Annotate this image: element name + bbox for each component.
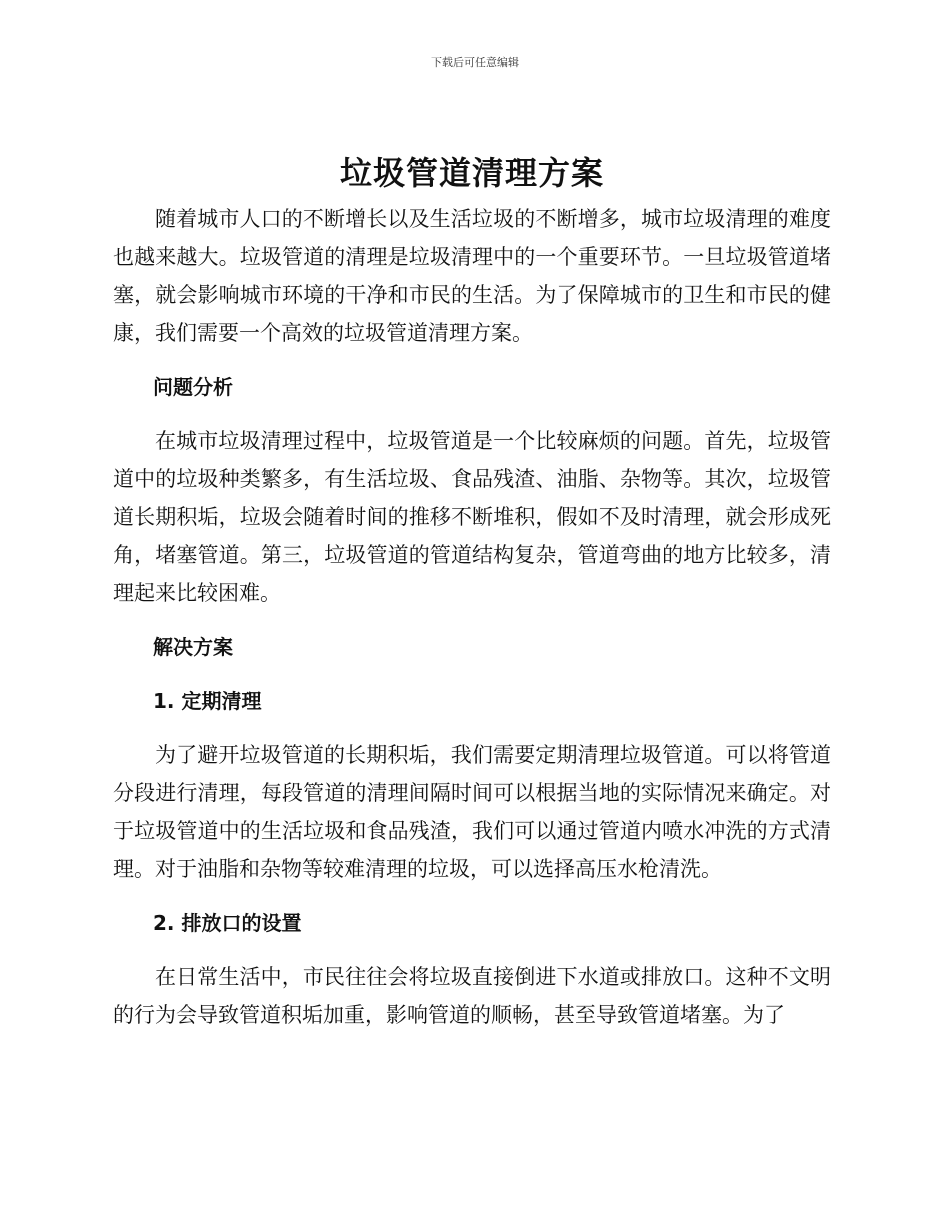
outlet-setup-paragraph: 在日常生活中，市民往往会将垃圾直接倒进下水道或排放口。这种不文明的行为会导致管道积垢加重，影响管道的顺畅，甚至导致管道堵塞。为了 bbox=[113, 965, 831, 1027]
section-heading-solution: 解决方案 bbox=[153, 635, 233, 659]
intro-paragraph: 随着城市人口的不断增长以及生活垃圾的不断增多，城市垃圾清理的难度也越来越大。垃圾管道的清理是垃圾清理中的一个重要环节。一旦垃圾管道堵塞，就会影响城市环境的干净和市民的生活。为了保障城市的卫生和市民的健康，我们需要一个高效的垃圾管道清理方案。 bbox=[113, 207, 831, 345]
section-heading-problem-analysis: 问题分析 bbox=[153, 375, 233, 399]
problem-analysis-paragraph: 在城市垃圾清理过程中，垃圾管道是一个比较麻烦的问题。首先，垃圾管道中的垃圾种类繁多，有生活垃圾、食品残渣、油脂、杂物等。其次，垃圾管道长期积垢，垃圾会随着时间的推移不断堆积，假如不及时清理，就会形成死角，堵塞管道。第三，垃圾管道的管道结构复杂，管道弯曲的地方比较多，清理起来比较困难。 bbox=[113, 429, 831, 605]
subheading-outlet-setup: 2. 排放口的设置 bbox=[153, 911, 302, 935]
header-note: 下载后可任意编辑 bbox=[431, 56, 519, 69]
document-content bbox=[113, 150, 831, 1050]
document-title: 垃圾管道清理方案 bbox=[339, 154, 604, 192]
regular-cleaning-paragraph: 为了避开垃圾管道的长期积垢，我们需要定期清理垃圾管道。可以将管道分段进行清理，每段管道的清理间隔时间可以根据当地的实际情况来确定。对于垃圾管道中的生活垃圾和食品残渣，我们可以通过管道内喷水冲洗的方式清理。对于油脂和杂物等较难清理的垃圾，可以选择高压水枪清洗。 bbox=[113, 743, 831, 881]
subheading-regular-cleaning: 1. 定期清理 bbox=[153, 689, 262, 713]
